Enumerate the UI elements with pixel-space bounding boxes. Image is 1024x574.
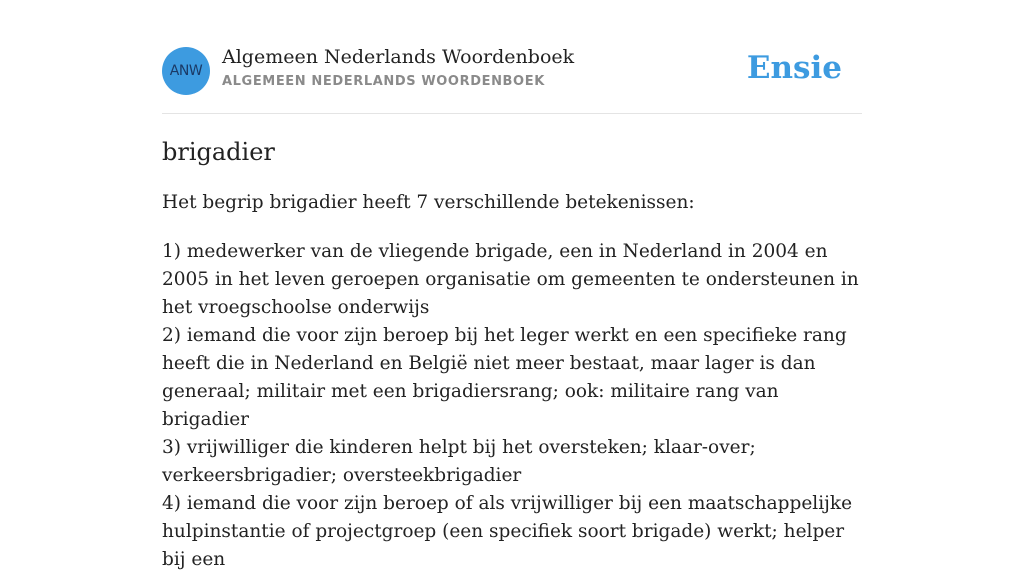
source-header [162,46,862,96]
header-divider [162,113,862,114]
entry-intro: Het begrip brigadier heeft 7 verschillende betekenissen: [162,192,695,213]
source-subtitle: ALGEMEEN NEDERLANDS WOORDENBOEK [222,74,545,89]
definition-item: 4) iemand die voor zijn beroep of als vrijwilliger bij een maatschappelijke hulpinstantie of projectgroep (een specifiek soort brigade) werkt; helper bij een [162,493,853,570]
definition-item: 1) medewerker van de vliegende brigade, een in Nederland in 2004 en 2005 in het leven geroepen organisatie om gemeenten te ondersteunen in het vroegschoolse onderwijs [162,241,859,318]
definition-item: 2) iemand die voor zijn beroep bij het leger werkt en een specifieke rang heeft die in Nederland en België niet meer bestaat, maar lager is dan generaal; militair met een brigadiersrang; ook: militaire rang van brigadier [162,325,847,430]
definition-list [162,238,862,574]
source-title[interactable]: Algemeen Nederlands Woordenboek [222,46,575,68]
anw-logo-text: ANW [169,63,203,79]
definition-item: 3) vrijwilliger die kinderen helpt bij het oversteken; klaar-over; verkeersbrigadier; oversteekbrigadier [162,437,756,486]
ensie-logo[interactable]: Ensie [746,50,842,86]
entry-term: brigadier [162,138,275,166]
anw-logo[interactable] [162,47,210,95]
